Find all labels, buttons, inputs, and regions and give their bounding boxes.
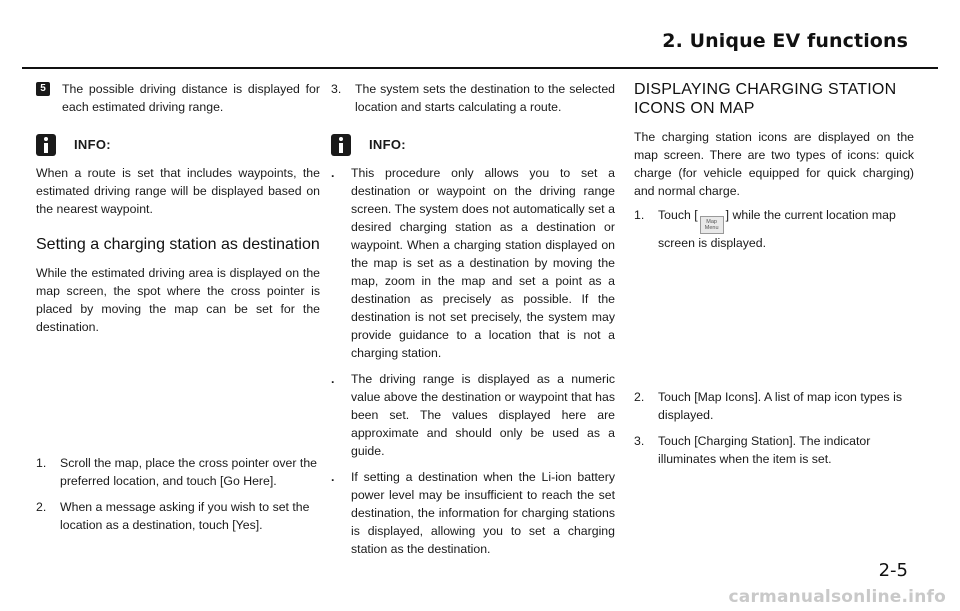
bullet-text: This procedure only allows you to set a destination or waypoint on the driving range screen. The system does not automatically set a desired charging station as a destination or waypoint. When a charging station displayed on the map is set as a destination by moving the map, zoom in the map and set a point as a destination as precisely as possible. If the destination is not set precisely, the system may provide guidance to a location that is not a charging station. bbox=[351, 166, 615, 360]
step-text: Touch [ Map Menu ] while the current location map screen is displayed. bbox=[658, 208, 896, 250]
subheading: Setting a charging station as destination bbox=[36, 236, 320, 253]
section-heading: DISPLAYING CHARGING STATION ICONS ON MAP bbox=[634, 81, 897, 117]
step-text: Touch [Map Icons]. A list of map icon types is displayed. bbox=[658, 390, 903, 422]
step-item bbox=[634, 388, 914, 424]
bullet-dot: . bbox=[331, 166, 335, 180]
step-item bbox=[634, 206, 914, 252]
callout-number-badge: 5 bbox=[36, 82, 50, 96]
bullet-dot: . bbox=[331, 470, 335, 484]
figure-space bbox=[634, 260, 914, 388]
step-text: The system sets the destination to the selected location and starts calculating a route. bbox=[355, 82, 615, 114]
bullet-item bbox=[331, 468, 615, 558]
info-label: INFO: bbox=[74, 137, 111, 152]
step-number: 1. bbox=[36, 456, 47, 470]
info-label: INFO: bbox=[369, 137, 406, 152]
intro-paragraph: While the estimated driving area is displayed on the map screen, the spot where the cross pointer is placed by moving the map can be set for the destination. bbox=[36, 266, 320, 334]
bullet-item bbox=[331, 370, 615, 460]
header-rule bbox=[22, 67, 938, 69]
steps-list bbox=[634, 206, 914, 252]
section-title: 2. Unique EV functions bbox=[662, 30, 908, 52]
info-text: When a route is set that includes waypoints, the estimated driving range will be displayed based on the nearest waypoint. bbox=[36, 166, 320, 216]
callout-item bbox=[36, 80, 320, 116]
watermark: carmanualsonline.info bbox=[728, 587, 946, 607]
step-text: Touch [Charging Station]. The indicator illuminates when the item is set. bbox=[658, 434, 871, 466]
steps-list bbox=[36, 454, 320, 534]
step-number: 2. bbox=[634, 390, 645, 404]
bullet-list bbox=[331, 164, 615, 558]
intro-paragraph: The charging station icons are displayed on the map screen. There are two types of icons: quick charge (for vehicle equipped for quick charging) and normal charge. bbox=[634, 130, 914, 198]
column-3 bbox=[634, 80, 914, 476]
info-heading bbox=[36, 134, 320, 156]
page-number: 2-5 bbox=[878, 560, 908, 581]
step-text: Scroll the map, place the cross pointer over the preferred location, and touch [Go Here]. bbox=[60, 456, 317, 488]
info-icon bbox=[331, 134, 351, 156]
steps-list bbox=[331, 80, 615, 116]
figure-space bbox=[36, 336, 320, 454]
step-item bbox=[331, 80, 615, 116]
callout-text: The possible driving distance is displayed for each estimated driving range. bbox=[62, 82, 320, 114]
step-item bbox=[36, 454, 320, 490]
step-item bbox=[36, 498, 320, 534]
bullet-text: The driving range is displayed as a numeric value above the destination or waypoint that has been set. The values displayed here are approximate and should only be used as a guide. bbox=[351, 372, 615, 458]
step-number: 1. bbox=[634, 208, 645, 222]
map-menu-button-icon: Map Menu bbox=[700, 216, 724, 234]
column-2 bbox=[331, 80, 615, 566]
info-heading bbox=[331, 134, 615, 156]
bullet-dot: . bbox=[331, 372, 335, 386]
step-text: When a message asking if you wish to set the location as a destination, touch [Yes]. bbox=[60, 500, 310, 532]
column-1 bbox=[36, 80, 320, 542]
steps-list bbox=[634, 388, 914, 468]
step-number: 2. bbox=[36, 500, 47, 514]
bullet-text: If setting a destination when the Li-ion battery power level may be insufficient to reach the set destination, the information for charging stations is displayed, allowing you to set a charging station as the destination. bbox=[351, 470, 615, 556]
step-number: 3. bbox=[331, 82, 342, 96]
step-item bbox=[634, 432, 914, 468]
info-icon bbox=[36, 134, 56, 156]
step-number: 3. bbox=[634, 434, 645, 448]
bullet-item bbox=[331, 164, 615, 362]
